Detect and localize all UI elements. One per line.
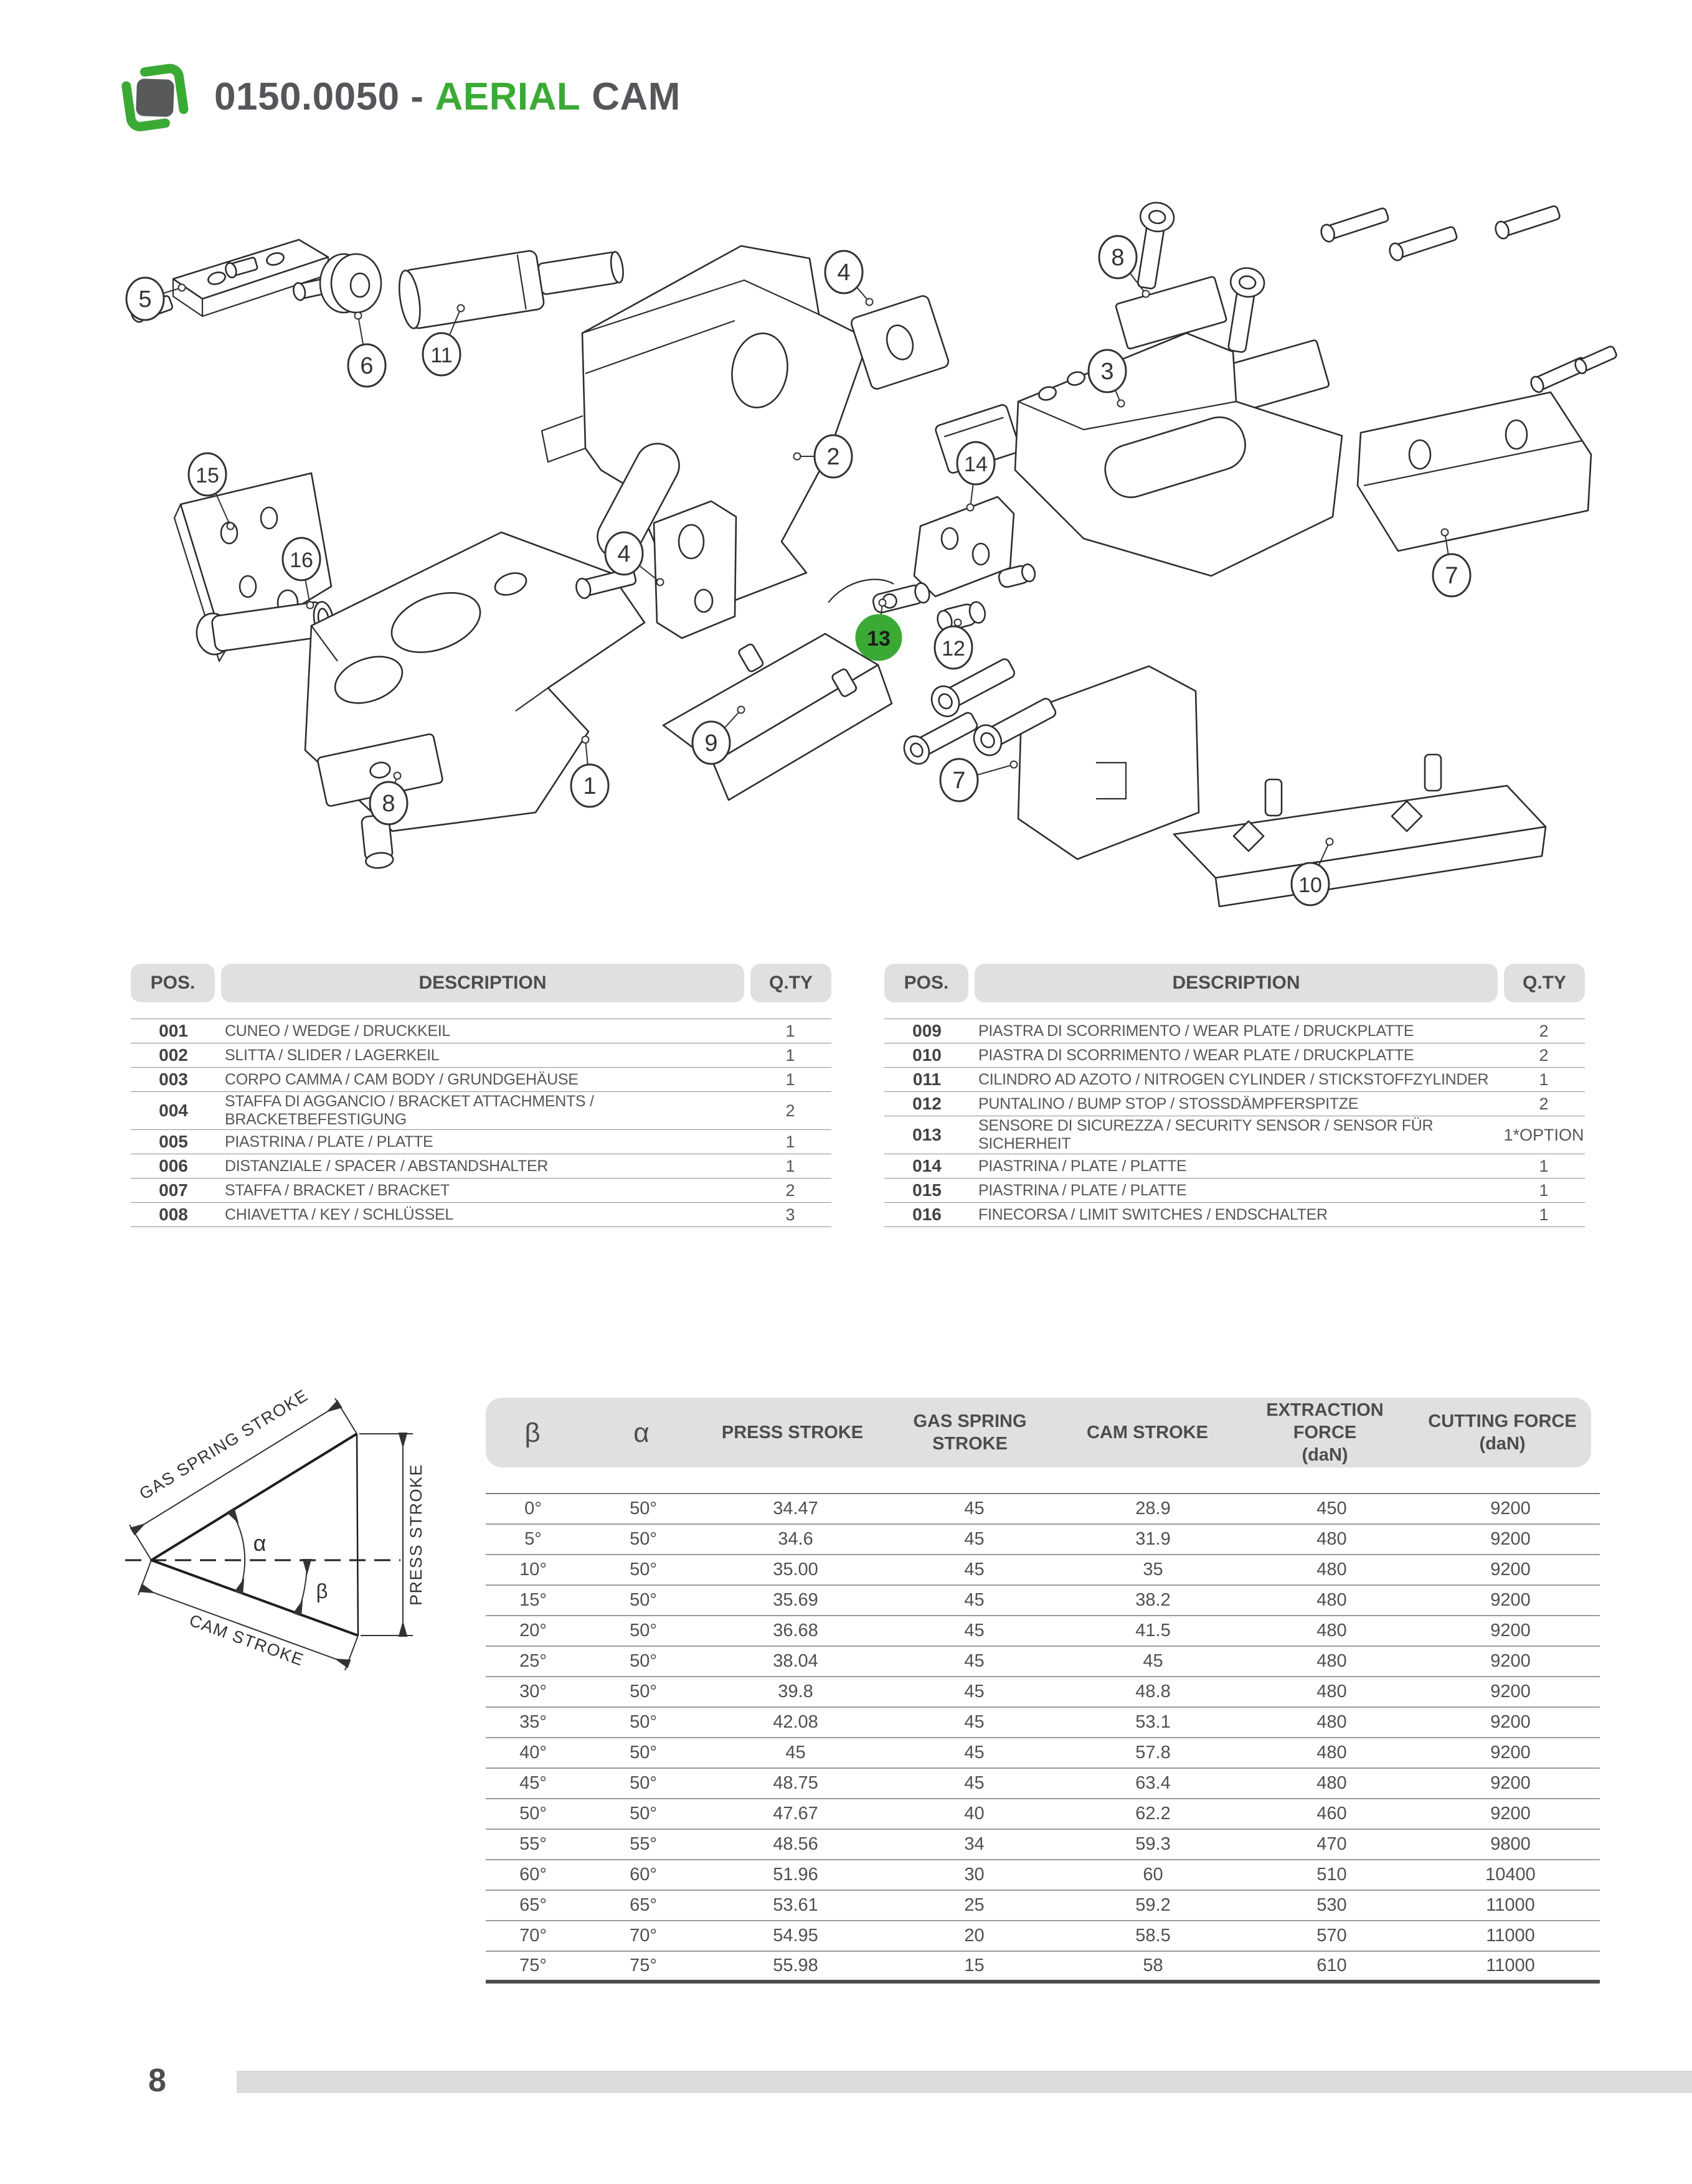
gas-spring-stroke-label: GAS SPRING STROKE	[136, 1385, 312, 1504]
stroke-row	[486, 1585, 1600, 1616]
part-qty: 1	[785, 1021, 795, 1040]
stroke-row	[486, 1646, 1600, 1677]
stroke-value: 48.8	[1135, 1682, 1171, 1702]
stroke-value: 50°	[630, 1499, 657, 1518]
part-qty: 3	[785, 1205, 795, 1224]
stroke-value: 450	[1316, 1499, 1347, 1518]
stroke-value: 38.04	[773, 1651, 818, 1671]
stroke-value: 530	[1316, 1895, 1347, 1915]
svg-text:8: 8	[382, 791, 395, 817]
stroke-value: 48.56	[773, 1834, 818, 1854]
stroke-value: 9200	[1490, 1773, 1531, 1793]
stroke-value: 480	[1316, 1590, 1347, 1610]
parts-row	[131, 1179, 831, 1203]
parts-row	[131, 1092, 831, 1130]
parts-table-left-header	[131, 964, 831, 1002]
stroke-value: 34	[964, 1834, 985, 1854]
parts-table-right	[884, 964, 1585, 1227]
column-header-description: DESCRIPTION	[975, 964, 1498, 1002]
column-header-qty: Q.TY	[1504, 964, 1585, 1002]
stroke-value: 28.9	[1135, 1499, 1171, 1518]
part-pos: 009	[912, 1021, 942, 1040]
stroke-value: 50°	[630, 1621, 657, 1640]
stroke-value: 53.61	[773, 1895, 818, 1915]
stroke-value: 60°	[630, 1865, 657, 1885]
part-bracket-7b	[899, 652, 1199, 859]
stroke-value: 35.00	[773, 1560, 818, 1579]
stroke-value: 63.4	[1135, 1773, 1171, 1793]
part-qty: 1	[1539, 1205, 1549, 1224]
stroke-column-header: PRESS STROKE	[721, 1422, 864, 1443]
part-description: PIASTRA DI SCORRIMENTO / WEAR PLATE / DRUCKPLATTE	[978, 1022, 1414, 1040]
parts-row	[131, 1130, 831, 1154]
stroke-row	[486, 1921, 1600, 1951]
svg-text:4: 4	[617, 541, 631, 567]
stroke-value: 39.8	[778, 1682, 813, 1702]
stroke-row	[486, 1555, 1600, 1585]
stroke-row	[486, 1829, 1600, 1860]
stroke-value: 11000	[1486, 1926, 1535, 1946]
parts-row	[884, 1043, 1585, 1068]
stroke-value: 5°	[524, 1529, 542, 1549]
stroke-value: 9200	[1490, 1651, 1531, 1671]
stroke-value: 55°	[630, 1834, 657, 1854]
stroke-value: 45	[964, 1590, 985, 1610]
part-description: FINECORSA / LIMIT SWITCHES / ENDSCHALTER	[978, 1205, 1328, 1223]
stroke-value: 610	[1316, 1956, 1347, 1975]
stroke-value: 41.5	[1135, 1621, 1171, 1640]
stroke-value: 9200	[1490, 1560, 1531, 1579]
stroke-column-header: CUTTING FORCE (daN)	[1428, 1411, 1577, 1454]
stroke-value: 50°	[630, 1773, 657, 1793]
stroke-value: 50°	[630, 1560, 657, 1579]
stroke-value: 35°	[519, 1712, 547, 1732]
stroke-value: 45	[964, 1712, 985, 1732]
stroke-value: 10°	[519, 1560, 547, 1579]
part-description: PIASTRA DI SCORRIMENTO / WEAR PLATE / DRUCKPLATTE	[978, 1046, 1414, 1064]
svg-text:1: 1	[583, 773, 597, 799]
stroke-value: 50°	[630, 1682, 657, 1702]
part-qty: 1	[785, 1070, 795, 1089]
part-description: CORPO CAMMA / CAM BODY / GRUNDGEHÄUSE	[225, 1070, 579, 1088]
page-header	[116, 60, 681, 133]
stroke-value: 58	[1143, 1956, 1163, 1975]
part-pos: 007	[159, 1180, 188, 1200]
stroke-row	[486, 1738, 1600, 1768]
column-header-description: DESCRIPTION	[221, 964, 744, 1002]
part-plate-7a	[1358, 344, 1618, 551]
cam-stroke-label: CAM STROKE	[187, 1611, 307, 1670]
stroke-value: 62.2	[1135, 1804, 1171, 1824]
part-pos: 015	[912, 1180, 942, 1200]
column-header-pos: POS.	[131, 964, 215, 1002]
part-qty: 2	[785, 1180, 795, 1200]
parts-table-left	[131, 964, 831, 1227]
stroke-value: 34.6	[778, 1529, 813, 1549]
parts-row	[884, 1068, 1585, 1092]
exploded-view-drawing	[112, 187, 1619, 915]
svg-text:5: 5	[138, 286, 152, 313]
stroke-value: 11000	[1486, 1895, 1535, 1915]
svg-text:7: 7	[952, 768, 966, 794]
stroke-value: 9200	[1490, 1712, 1531, 1732]
part-pos: 012	[912, 1094, 942, 1113]
stroke-value: 38.2	[1135, 1590, 1171, 1610]
part-qty: 2	[785, 1101, 795, 1120]
stroke-row	[486, 1860, 1600, 1890]
stroke-value: 480	[1316, 1560, 1347, 1579]
parts-row	[131, 1019, 831, 1043]
part-pos: 016	[912, 1205, 942, 1224]
stroke-value: 48.75	[773, 1773, 818, 1793]
svg-text:4: 4	[837, 260, 851, 286]
stroke-value: 45	[964, 1621, 985, 1640]
press-stroke-label: PRESS STROKE	[407, 1463, 425, 1606]
part-bar-10	[1174, 755, 1546, 906]
stroke-row	[486, 1799, 1600, 1829]
stroke-value: 15°	[519, 1590, 547, 1610]
stroke-value: 65°	[630, 1895, 657, 1915]
stroke-value: 57.8	[1135, 1743, 1171, 1763]
stroke-value: 75°	[630, 1956, 657, 1975]
stroke-value: 42.08	[773, 1712, 818, 1732]
stroke-column-header: GAS SPRING STROKE	[913, 1411, 1027, 1454]
page-title	[214, 75, 681, 119]
stroke-value: 9200	[1490, 1804, 1531, 1824]
part-pos: 014	[912, 1156, 942, 1175]
stroke-row	[486, 1616, 1600, 1646]
part-pos: 010	[912, 1045, 942, 1065]
stroke-value: 50°	[630, 1712, 657, 1732]
stroke-value: 45	[964, 1560, 985, 1579]
stroke-value: 45	[964, 1773, 985, 1793]
part-plate-14	[914, 497, 1014, 596]
part-wedge-9	[663, 634, 892, 800]
stroke-value: 50°	[630, 1804, 657, 1824]
stroke-row	[486, 1951, 1600, 1982]
part-description: DISTANZIALE / SPACER / ABSTANDSHALTER	[225, 1157, 549, 1175]
stroke-value: 480	[1316, 1743, 1347, 1763]
stroke-row	[486, 1677, 1600, 1707]
beta-label: β	[316, 1579, 328, 1603]
stroke-row	[486, 1494, 1600, 1524]
footer-bar	[237, 2071, 1692, 2093]
stroke-value: 34.47	[773, 1499, 818, 1518]
parts-row	[884, 1154, 1585, 1179]
svg-text:3: 3	[1100, 359, 1114, 385]
stroke-value: 47.67	[773, 1804, 818, 1824]
product-code: 0150.0050 -	[214, 75, 424, 118]
stroke-value: 470	[1316, 1834, 1347, 1854]
part-qty: 2	[1539, 1094, 1549, 1113]
part-pos: 001	[159, 1021, 188, 1040]
stroke-row	[486, 1768, 1600, 1799]
stroke-value: 570	[1316, 1926, 1347, 1946]
stroke-geometry-diagram	[103, 1385, 501, 1684]
stroke-value: 30°	[519, 1682, 547, 1702]
stroke-value: 50°	[630, 1590, 657, 1610]
part-description: CUNEO / WEDGE / DRUCKKEIL	[225, 1022, 450, 1040]
part-description: PIASTRINA / PLATE / PLATTE	[978, 1157, 1187, 1175]
parts-row	[131, 1068, 831, 1092]
stroke-value: 70°	[519, 1926, 547, 1946]
part-qty: 1	[1539, 1180, 1549, 1200]
page-number: 8	[148, 2063, 166, 2099]
parts-row	[884, 1179, 1585, 1203]
part-description: SLITTA / SLIDER / LAGERKEIL	[225, 1046, 440, 1064]
stroke-value: 58.5	[1135, 1926, 1171, 1946]
part-description: STAFFA DI AGGANCIO / BRACKET ATTACHMENTS / BRACKETBEFESTIGUNG	[225, 1093, 594, 1128]
stroke-value: 45	[964, 1529, 985, 1549]
stroke-value: 25	[964, 1895, 985, 1915]
part-pos: 013	[912, 1125, 942, 1144]
parts-row	[884, 1116, 1585, 1154]
column-header-pos: POS.	[884, 964, 968, 1002]
stroke-value: 10400	[1485, 1865, 1536, 1885]
screws-top-right	[1319, 204, 1561, 262]
stroke-value: 9200	[1490, 1499, 1531, 1518]
part-pos: 006	[159, 1156, 188, 1175]
stroke-value: 55.98	[773, 1956, 818, 1975]
stroke-value: 45	[785, 1743, 806, 1763]
part-balloon-4	[825, 251, 873, 306]
stroke-table	[486, 1493, 1600, 1984]
svg-text:8: 8	[1111, 245, 1125, 271]
stroke-value: 36.68	[773, 1621, 818, 1640]
svg-text:12: 12	[942, 637, 965, 661]
product-name-rest: CAM	[592, 75, 681, 118]
part-cylinder-11	[396, 237, 627, 330]
stroke-value: 51.96	[773, 1865, 818, 1885]
stroke-column-header: EXTRACTION FORCE (daN)	[1266, 1400, 1384, 1466]
svg-text:13: 13	[867, 627, 891, 651]
parts-row	[131, 1043, 831, 1068]
alpha-label: α	[253, 1530, 267, 1556]
stroke-value: 45	[1143, 1651, 1163, 1671]
stroke-value: 55°	[519, 1834, 547, 1854]
column-header-qty: Q.TY	[750, 964, 831, 1002]
svg-text:15: 15	[196, 464, 219, 487]
stroke-column-header: CAM STROKE	[1087, 1422, 1208, 1443]
stroke-column-header: α	[633, 1417, 650, 1448]
stroke-value: 54.95	[773, 1926, 818, 1946]
stroke-value: 25°	[519, 1651, 547, 1671]
stroke-value: 9200	[1490, 1529, 1531, 1549]
stroke-value: 9200	[1490, 1621, 1531, 1640]
stroke-value: 30	[964, 1865, 985, 1885]
product-name-accent: AERIAL	[435, 75, 581, 118]
stroke-table-header	[486, 1398, 1591, 1467]
part-bracket-4a	[850, 294, 1021, 474]
part-description: PIASTRINA / PLATE / PLATTE	[225, 1132, 433, 1151]
part-qty: 1	[785, 1132, 795, 1151]
parts-row	[131, 1154, 831, 1179]
part-description: SENSORE DI SICUREZZA / SECURITY SENSOR / SENSOR FÜR SICHERHEIT	[978, 1117, 1434, 1152]
stroke-value: 35.69	[773, 1590, 818, 1610]
stroke-value: 480	[1316, 1682, 1347, 1702]
part-pos: 004	[159, 1101, 188, 1120]
stroke-value: 59.3	[1135, 1834, 1171, 1854]
stroke-value: 45	[964, 1682, 985, 1702]
stroke-value: 20°	[519, 1621, 547, 1640]
svg-text:9: 9	[704, 730, 718, 756]
part-description: STAFFA / BRACKET / BRACKET	[225, 1181, 450, 1199]
stroke-value: 480	[1316, 1529, 1347, 1549]
part-pos: 003	[159, 1070, 188, 1089]
svg-text:2: 2	[826, 444, 840, 470]
stroke-value: 45	[964, 1499, 985, 1518]
parts-row	[884, 1019, 1585, 1043]
stroke-value: 20	[964, 1926, 985, 1946]
svg-text:11: 11	[430, 344, 453, 367]
stroke-value: 50°	[630, 1651, 657, 1671]
stroke-row	[486, 1707, 1600, 1738]
stroke-value: 50°	[630, 1743, 657, 1763]
part-description: CHIAVETTA / KEY / SCHLÜSSEL	[225, 1205, 454, 1223]
part-description: CILINDRO AD AZOTO / NITROGEN CYLINDER / STICKSTOFFZYLINDER	[978, 1070, 1489, 1088]
stroke-value: 60	[1143, 1865, 1163, 1885]
part-qty: 1*OPTION	[1503, 1125, 1584, 1144]
svg-text:10: 10	[1298, 873, 1322, 897]
stroke-value: 53.1	[1135, 1712, 1171, 1732]
part-balloon-7	[940, 759, 1018, 801]
svg-text:16: 16	[290, 548, 313, 572]
stroke-value: 60°	[519, 1865, 547, 1885]
stroke-value: 45	[964, 1651, 985, 1671]
stroke-value: 9200	[1490, 1743, 1531, 1763]
part-qty: 1	[785, 1156, 795, 1175]
stroke-value: 480	[1316, 1621, 1347, 1640]
stroke-value: 59.2	[1135, 1895, 1171, 1915]
stroke-column-header: β	[524, 1417, 541, 1448]
stroke-value: 460	[1316, 1804, 1347, 1824]
stroke-value: 31.9	[1135, 1529, 1171, 1549]
stroke-value: 15	[964, 1956, 985, 1975]
stroke-value: 480	[1316, 1712, 1347, 1732]
part-sensor-13	[828, 580, 931, 615]
svg-text:14: 14	[964, 453, 988, 476]
svg-text:6: 6	[360, 353, 374, 379]
part-qty: 1	[1539, 1156, 1549, 1175]
stroke-row	[486, 1890, 1600, 1921]
part-qty: 1	[785, 1045, 795, 1065]
parts-row	[884, 1203, 1585, 1227]
stroke-value: 480	[1316, 1651, 1347, 1671]
part-pos: 005	[159, 1132, 188, 1151]
stroke-value: 9800	[1490, 1834, 1531, 1854]
stroke-value: 40°	[519, 1743, 547, 1763]
part-pos: 002	[159, 1045, 188, 1065]
stroke-value: 75°	[519, 1956, 547, 1975]
parts-row	[131, 1203, 831, 1227]
stroke-value: 0°	[524, 1499, 542, 1518]
part-pos: 008	[159, 1205, 188, 1224]
brand-logo-icon	[116, 60, 192, 133]
stroke-value: 45°	[519, 1773, 547, 1793]
parts-row	[884, 1092, 1585, 1116]
part-qty: 2	[1539, 1045, 1549, 1065]
parts-table-right-header	[884, 964, 1585, 1002]
part-qty: 1	[1539, 1070, 1549, 1089]
part-description: PUNTALINO / BUMP STOP / STOSSDÄMPFERSPITZE	[978, 1094, 1359, 1113]
stroke-value: 65°	[519, 1895, 547, 1915]
svg-text:7: 7	[1445, 563, 1458, 589]
stroke-value: 35	[1143, 1560, 1163, 1579]
stroke-value: 11000	[1486, 1956, 1535, 1975]
stroke-value: 50°	[519, 1804, 547, 1824]
part-balloon-6	[348, 313, 385, 387]
stroke-value: 510	[1316, 1865, 1347, 1885]
stroke-value: 480	[1316, 1773, 1347, 1793]
part-description: PIASTRINA / PLATE / PLATTE	[978, 1181, 1187, 1199]
stroke-value: 50°	[630, 1529, 657, 1549]
part-qty: 2	[1539, 1021, 1549, 1040]
stroke-value: 40	[964, 1804, 985, 1824]
stroke-value: 70°	[630, 1926, 657, 1946]
stroke-value: 45	[964, 1743, 985, 1763]
stroke-value: 9200	[1490, 1682, 1531, 1702]
part-pos: 011	[912, 1070, 942, 1089]
stroke-row	[486, 1524, 1600, 1555]
stroke-value: 9200	[1490, 1590, 1531, 1610]
